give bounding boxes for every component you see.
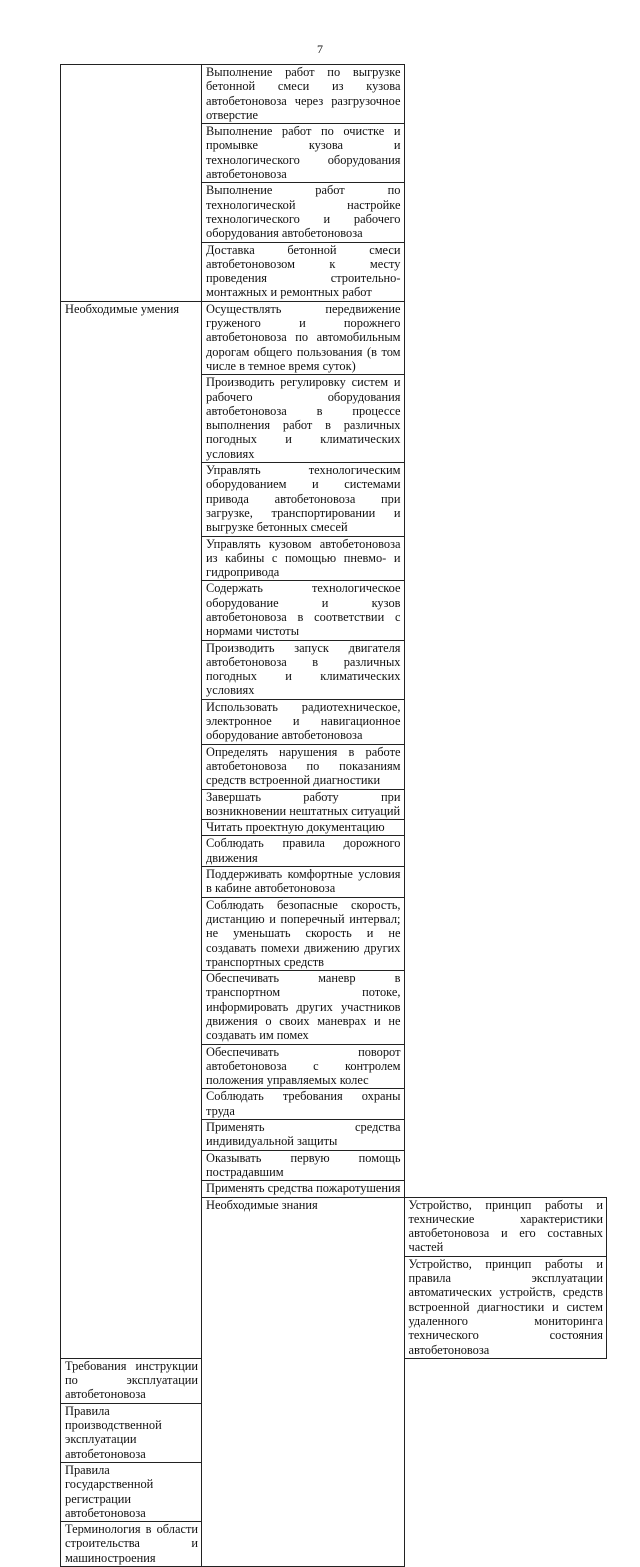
table-cell: Выполнение работ по выгрузке бетонной смеси из кузова автобетоновоза через разгрузочное отверстие: [202, 65, 405, 124]
table-cell: Управлять технологическим оборудованием и системами привода автобетоновоза при загрузке, транспортировании и выгрузке бетонных смесей: [202, 463, 405, 536]
table-cell: Соблюдать безопасные скорость, дистанцию и поперечный интервал; не уменьшать скорость и не создавать помехи движению других транспортных средств: [202, 897, 405, 970]
table-cell: Определять нарушения в работе автобетоновоза по показаниям средств встроенной диагностики: [202, 744, 405, 789]
table-cell: Устройство, принцип работы и правила эксплуатации автоматических устройств, средств встроенной диагностики и систем удаленного мониторинга технического состояния автобетоновоза: [404, 1256, 607, 1358]
table-row: [61, 301, 607, 374]
table-cell: Поддерживать комфортные условия в кабине автобетоновоза: [202, 867, 405, 898]
table-cell: Читать проектную документацию: [202, 820, 405, 836]
table-cell: Применять средства индивидуальной защиты: [202, 1120, 405, 1151]
page-number: 7: [317, 42, 323, 56]
table-cell: Оказывать первую помощь пострадавшим: [202, 1150, 405, 1181]
table-cell: Производить запуск двигателя автобетоновоза в различных погодных и климатических условиях: [202, 640, 405, 699]
table-cell: Устройство, принцип работы и технические характеристики автобетоновоза и его составных частей: [404, 1197, 607, 1256]
table-cell: Доставка бетонной смеси автобетоновозом к месту проведения строительно-монтажных и ремонтных работ: [202, 242, 405, 301]
table-cell: Терминология в области строительства и машиностроения: [61, 1522, 202, 1567]
table-row: [61, 65, 607, 124]
table-cell: Применять средства пожаротушения: [202, 1181, 405, 1197]
table-cell: Обеспечивать поворот автобетоновоза с контролем положения управляемых колес: [202, 1044, 405, 1089]
table-cell: Управлять кузовом автобетоновоза из кабины с помощью пневмо- и гидропривода: [202, 536, 405, 581]
table-cell: Соблюдать правила дорожного движения: [202, 836, 405, 867]
table-cell: Обеспечивать маневр в транспортном потоке, информировать других участников движения о своих маневрах и не создавать им помех: [202, 971, 405, 1044]
table-body: [61, 65, 607, 1567]
table-cell: Требования инструкции по эксплуатации автобетоновоза: [61, 1358, 202, 1403]
requirements-table: [60, 64, 607, 1567]
table-cell: Содержать технологическое оборудование и кузов автобетоновоза в соответствии с нормами чистоты: [202, 581, 405, 640]
table-cell: Выполнение работ по очистке и промывке кузова и технологического оборудования автобетоновоза: [202, 124, 405, 183]
table-cell: Правила государственной регистрации автобетоновоза: [61, 1462, 202, 1521]
table-cell: Осуществлять передвижение груженого и порожнего автобетоновоза по автомобильным дорогам общего пользования (в том числе в темное время суток): [202, 301, 405, 374]
table-cell: Использовать радиотехническое, электронное и навигационное оборудование автобетоновоза: [202, 699, 405, 744]
row-group-label: [61, 65, 202, 302]
table-cell: Соблюдать требования охраны труда: [202, 1089, 405, 1120]
table-cell: Выполнение работ по технологической настройке технологического и рабочего оборудования автобетоновоза: [202, 183, 405, 242]
table-cell: Производить регулировку систем и рабочего оборудования автобетоновоза в процессе выполнения работ в различных погодных и климатических условиях: [202, 375, 405, 463]
row-group-label: Необходимые знания: [202, 1197, 405, 1566]
table-cell: Правила производственной эксплуатации автобетоновоза: [61, 1403, 202, 1462]
row-group-label: Необходимые умения: [61, 301, 202, 1358]
table-cell: Завершать работу при возникновении нештатных ситуаций: [202, 789, 405, 820]
